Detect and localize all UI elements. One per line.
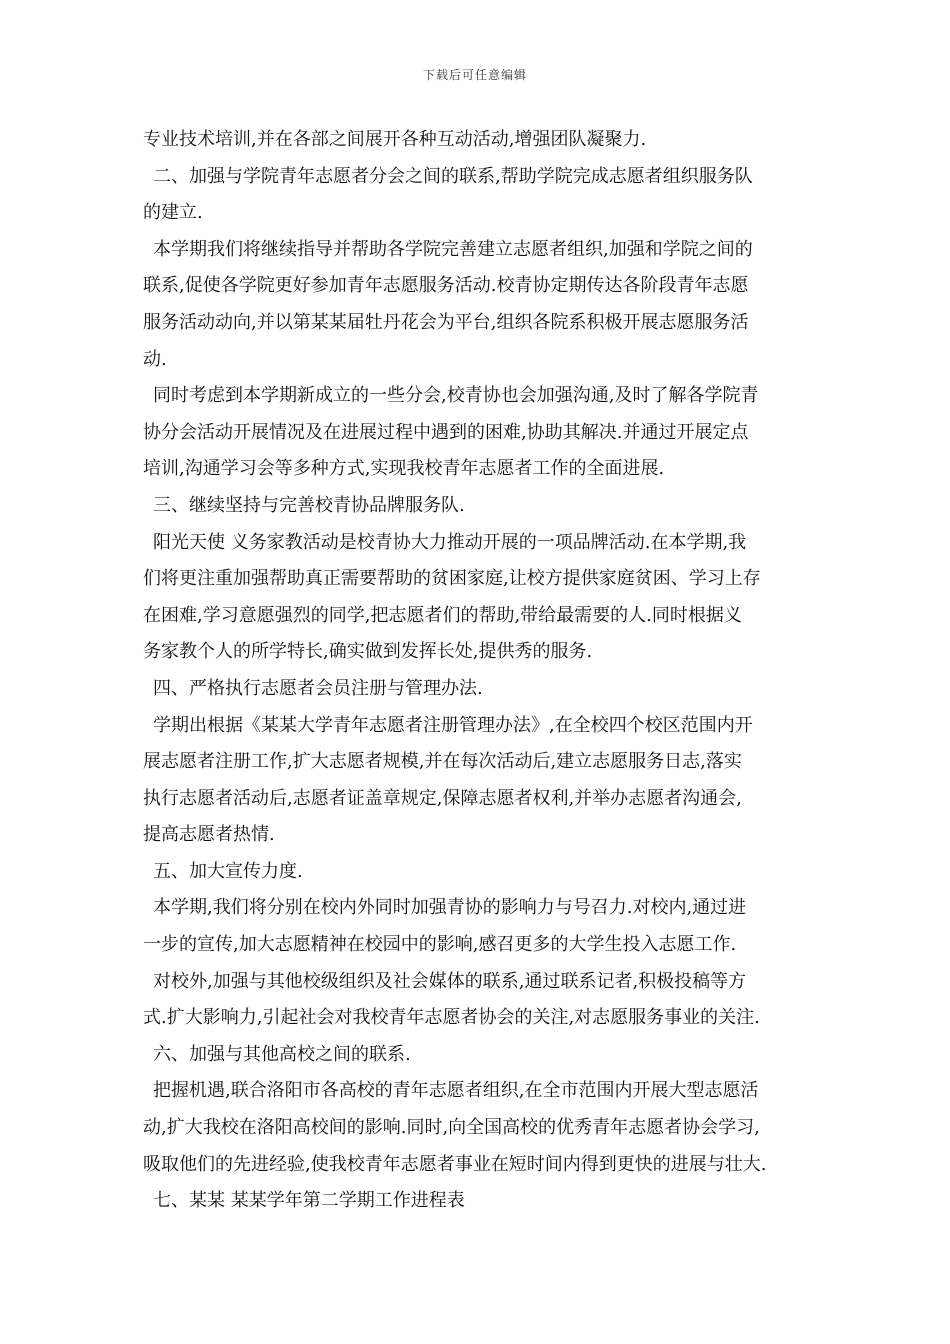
text-line: 本学期,我们将分别在校内外同时加强青协的影响力与号召力.对校内,通过进 [153,897,747,919]
text-line: 们将更注重加强帮助真正需要帮助的贫困家庭,让校方提供家庭贫困、学习上存 [143,568,761,590]
text-line: 动,扩大我校在洛阳高校间的影响.同时,向全国高校的优秀青年志愿者协会学习, [143,1117,760,1139]
text-line: 学期出根据《某某大学青年志愿者注册管理办法》,在全校四个校区范围内开 [153,714,753,736]
section-heading-5: 五、加大宣传力度. [153,860,303,882]
text-line: 务家教个人的所学特长,确实做到发挥长处,提供秀的服务. [143,641,593,663]
text-line: 式.扩大影响力,引起社会对我校青年志愿者协会的关注,对志愿服务事业的关注. [143,1007,760,1029]
text-line: 在困难,学习意愿强烈的同学,把志愿者们的帮助,带给最需要的人.同时根据义 [143,604,742,626]
section-heading-2: 二、加强与学院青年志愿者分会之间的联系,帮助学院完成志愿者组织服务队 [153,165,753,187]
text-line: 展志愿者注册工作,扩大志愿者规模,并在每次活动后,建立志愿服务日志,落实 [143,751,742,773]
text-line: 服务活动动向,并以第某某届牡丹花会为平台,组织各院系积极开展志愿服务活 [143,311,749,333]
text-line: 同时考虑到本学期新成立的一些分会,校青协也会加强沟通,及时了解各学院青 [153,385,759,407]
text-line: 提高志愿者热情. [143,824,275,846]
text-line: 把握机遇,联合洛阳市各高校的青年志愿者组织,在全市范围内开展大型志愿活 [153,1080,759,1102]
text-line: 执行志愿者活动后,志愿者证盖章规定,保障志愿者权利,并举办志愿者沟通会, [143,787,742,809]
page-header-note: 下载后可任意编辑 [422,68,527,82]
text-line: 专业技术培训,并在各部之间展开各种互动活动,增强团队凝聚力. [143,129,647,150]
text-line: 本学期我们将继续指导并帮助各学院完善建立志愿者组织,加强和学院之间的 [153,238,753,260]
section-heading-3: 三、继续坚持与完善校青协品牌服务队. [153,494,465,516]
text-line: 联系,促使各学院更好参加青年志愿服务活动.校青协定期传达各阶段青年志愿 [143,275,749,297]
text-line: 的建立. [143,202,203,224]
text-line: 培训,沟通学习会等多种方式,实现我校青年志愿者工作的全面进展. [143,458,665,480]
text-line: 吸取他们的先进经验,使我校青年志愿者事业在短时间内得到更快的进展与壮大. [143,1153,767,1175]
text-line: 对校外,加强与其他校级组织及社会媒体的联系,通过联系记者,积极投稿等方 [153,970,747,992]
text-line: 协分会活动开展情况及在进展过程中遇到的困难,协助其解决.并通过开展定点 [143,421,749,443]
text-line: 动. [143,348,167,370]
section-heading-4: 四、严格执行志愿者会员注册与管理办法. [153,677,483,699]
document-body [143,122,811,1220]
text-line: 阳光天使 义务家教活动是校青协大力推动开展的一项品牌活动.在本学期,我 [153,531,747,553]
section-heading-7: 七、某某 某某学年第二学期工作进程表 [153,1190,465,1212]
section-heading-6: 六、加强与其他高校之间的联系. [153,1043,411,1065]
text-line: 一步的宣传,加大志愿精神在校园中的影响,感召更多的大学生投入志愿工作. [143,934,737,956]
